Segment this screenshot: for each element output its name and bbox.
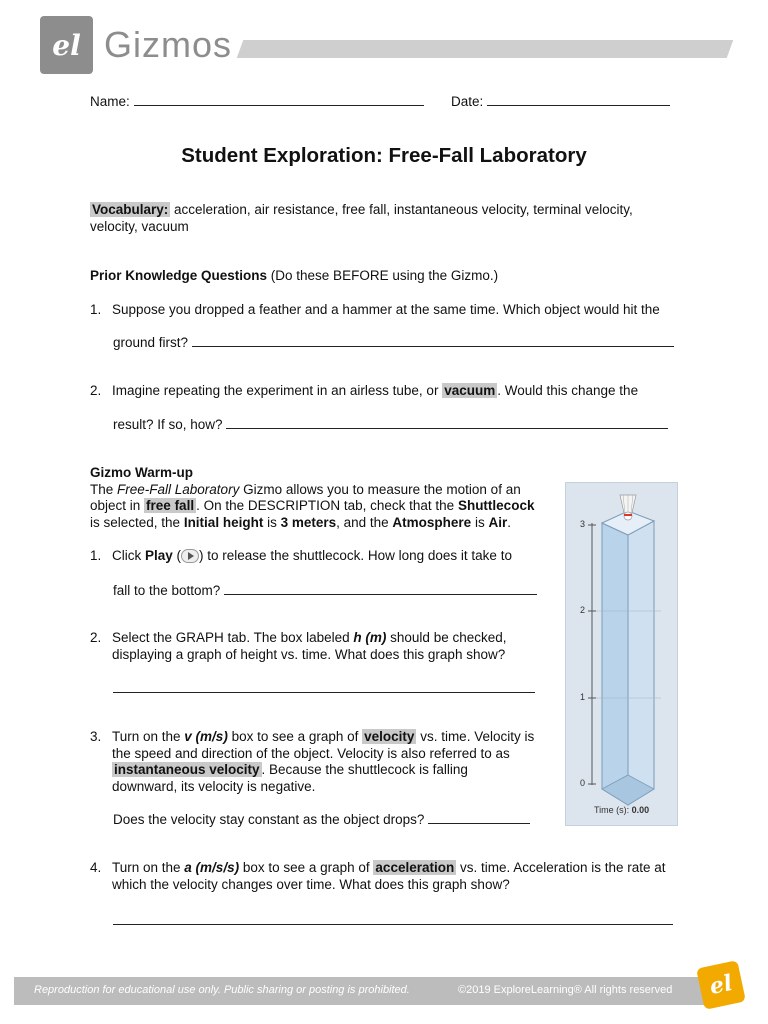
logo-mark: el	[52, 28, 81, 62]
text: box to see a graph of	[239, 860, 374, 875]
vocab-highlight: free fall	[146, 498, 195, 513]
text: vs. time. Acceleration is the rate at	[456, 860, 666, 875]
answer-blank[interactable]	[224, 582, 537, 595]
text: Turn on the	[112, 860, 185, 875]
text: Click	[112, 548, 145, 563]
warmup-q3-answer	[113, 811, 530, 829]
text: box to see a graph of	[227, 729, 363, 744]
bold-text: a (m/s/s)	[184, 860, 240, 875]
bold-text: v (m/s)	[184, 729, 228, 744]
text: is	[471, 514, 489, 530]
header-bar	[237, 40, 734, 58]
bold-text: Atmosphere	[392, 514, 472, 530]
prior-q2-answer	[113, 416, 668, 434]
question-number: 3.	[90, 729, 102, 744]
date-label: Date:	[451, 94, 484, 109]
vocab-highlight: velocity	[364, 729, 415, 744]
brand-name: Gizmos	[104, 24, 233, 65]
bold-text: Shuttlecock	[457, 498, 535, 513]
prior-heading	[90, 268, 498, 285]
warmup-q4	[90, 860, 690, 893]
text: , and the	[336, 514, 393, 530]
bold-text: Play	[145, 548, 173, 563]
name-label: Name:	[90, 94, 130, 109]
warmup-q1-answer	[113, 582, 537, 600]
date-field	[451, 93, 670, 109]
question-text: Suppose you dropped a feather and a hammer at the same time. Which object would hit the	[112, 302, 660, 317]
prior-q2	[90, 383, 638, 400]
gizmos-logo	[40, 16, 93, 74]
text: ) to release the shuttlecock. How long does it take to	[199, 548, 512, 563]
time-label: Time (s):	[594, 805, 632, 815]
answer-blank[interactable]	[113, 912, 673, 925]
question-number: 4.	[90, 860, 102, 875]
question-text: result? If so, how?	[113, 417, 223, 432]
text: The	[90, 481, 118, 497]
name-blank[interactable]	[134, 93, 424, 106]
answer-blank[interactable]	[428, 811, 530, 824]
text: Turn on the	[112, 729, 185, 744]
text: is selected, the	[90, 514, 184, 530]
text: . On the DESCRIPTION tab, check that the	[196, 498, 458, 513]
prior-q1	[90, 302, 660, 319]
vocabulary-text-2: velocity, vacuum	[90, 218, 189, 234]
warmup-q4-answer	[113, 912, 673, 930]
footer-disclaimer: Reproduction for educational use only. Public sharing or posting is prohibited.	[34, 984, 410, 996]
vocab-highlight: vacuum	[444, 383, 496, 398]
tick-label: 3	[580, 519, 586, 529]
question-text: Does the velocity stay constant as the object drops?	[113, 812, 425, 827]
question-text: . Would this change the	[497, 383, 639, 398]
bold-text: Initial height	[183, 514, 264, 530]
explorelearning-logo	[696, 960, 746, 1010]
question-number: 2.	[90, 383, 102, 398]
question-text: ground first?	[113, 335, 189, 350]
warmup-q2	[90, 630, 550, 663]
question-text: Imagine repeating the experiment in an airless tube, or	[112, 383, 443, 398]
prior-heading-note: (Do these BEFORE using the Gizmo.)	[267, 268, 499, 283]
page-title: Student Exploration: Free-Fall Laboratory	[181, 144, 587, 167]
warmup-intro	[90, 465, 550, 531]
text: .	[507, 514, 511, 530]
tick-label: 1	[580, 692, 586, 702]
text: object in	[90, 498, 145, 513]
name-field	[90, 93, 424, 109]
play-icon	[181, 549, 199, 563]
answer-blank[interactable]	[113, 680, 535, 693]
bold-text: 3 meters	[280, 514, 337, 530]
footer-copyright: ©2019 ExploreLearning® All rights reserved	[458, 984, 673, 996]
text: (	[172, 548, 182, 563]
vocabulary-text: acceleration, air resistance, free fall, instantaneous velocity, terminal velocity,	[170, 202, 633, 217]
text: which the velocity changes over time. What does this graph show?	[112, 876, 510, 892]
tick-label: 0	[580, 778, 586, 788]
gizmo-name: Free-Fall Laboratory	[117, 481, 240, 497]
text: the speed and direction of the object. Velocity is also referred to as	[112, 745, 510, 761]
text: . Because the shuttlecock is falling	[261, 762, 468, 777]
date-blank[interactable]	[487, 93, 670, 106]
logo-mark: el	[707, 969, 735, 1001]
question-text: fall to the bottom?	[113, 583, 221, 598]
vocab-highlight: instantaneous velocity	[114, 762, 260, 777]
free-fall-tube-illustration	[566, 483, 677, 825]
text: vs. time. Velocity is	[416, 729, 535, 744]
prior-heading-title: Prior Knowledge Questions	[90, 268, 268, 283]
gizmo-screenshot	[565, 482, 678, 826]
text: should be checked,	[386, 630, 507, 645]
question-number: 1.	[90, 302, 102, 317]
text: downward, its velocity is negative.	[112, 778, 316, 794]
time-value: 0.00	[631, 805, 650, 815]
text: Select the GRAPH tab. The box labeled	[112, 630, 354, 645]
text: displaying a graph of height vs. time. What does this graph show?	[112, 646, 506, 662]
question-number: 1.	[90, 548, 102, 563]
time-readout	[594, 805, 649, 815]
question-number: 2.	[90, 630, 102, 645]
vocab-highlight: acceleration	[375, 860, 455, 875]
warmup-q2-answer	[113, 680, 535, 698]
vocabulary	[90, 202, 680, 235]
warmup-q3	[90, 729, 550, 795]
prior-q1-answer	[113, 334, 674, 352]
answer-blank[interactable]	[226, 416, 668, 429]
bold-text: Air	[488, 514, 508, 530]
vocabulary-label: Vocabulary:	[92, 202, 169, 217]
text: is	[263, 514, 281, 530]
text: Gizmo allows you to measure the motion of an	[239, 481, 521, 497]
warmup-heading: Gizmo Warm-up	[90, 465, 193, 480]
bold-text: h (m)	[353, 630, 387, 645]
answer-blank[interactable]	[192, 334, 674, 347]
tick-label: 2	[580, 605, 586, 615]
warmup-q1	[90, 548, 512, 565]
